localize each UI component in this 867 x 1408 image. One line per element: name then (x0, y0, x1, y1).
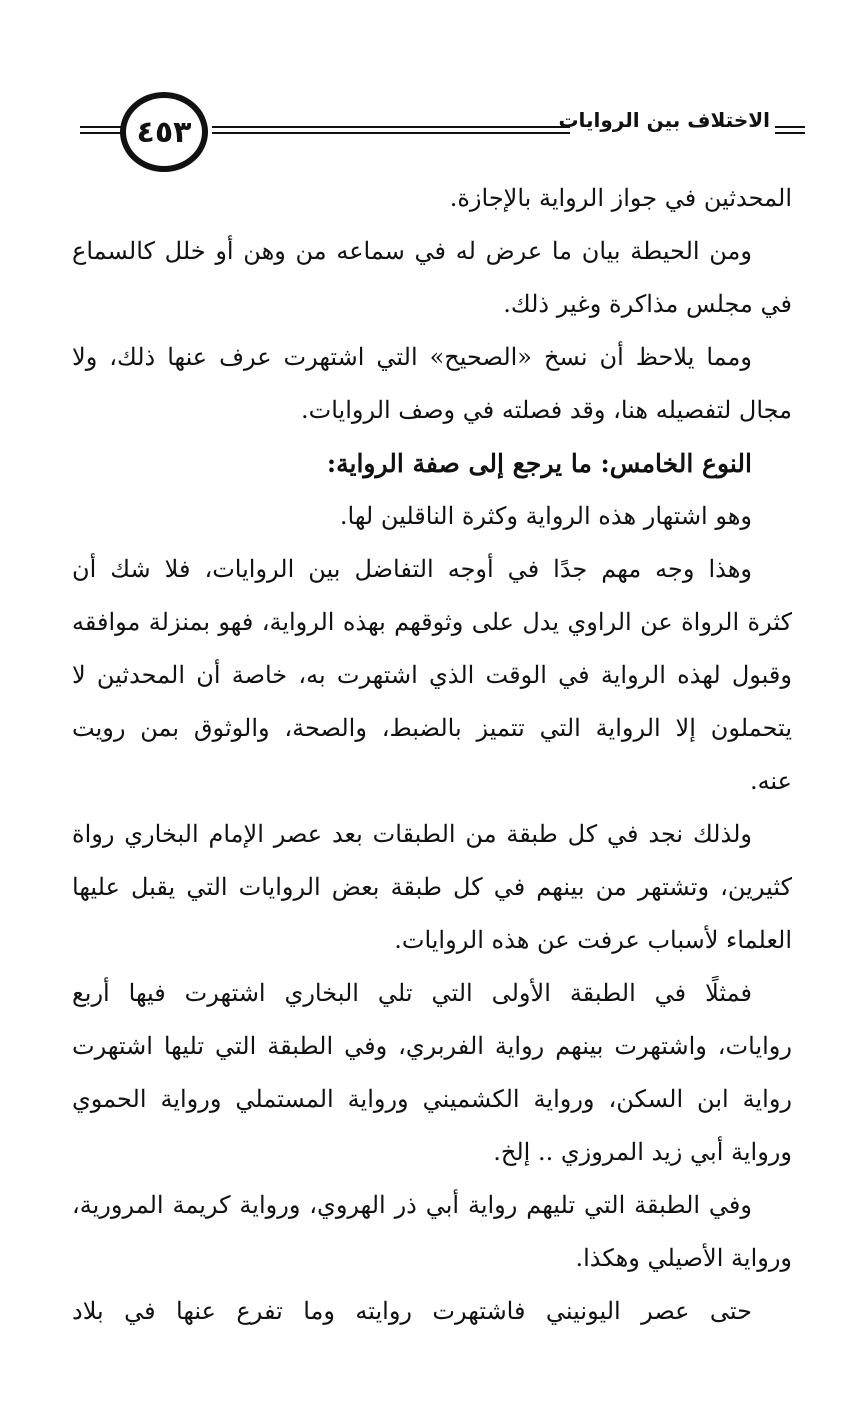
text-line: العلماء لأسباب عرفت عن هذه الروايات. (394, 926, 792, 954)
text-line: عنه. (749, 767, 792, 795)
text-line: يتحملون إلا الرواية التي تتميز بالضبط، والصحة، والوثوق بمن رويت (72, 714, 792, 742)
text-line: روايات، واشتهرت بينهم رواية الفربري، وفي الطبقة التي تليها اشتهرت (72, 1032, 792, 1060)
header-rule (80, 132, 124, 134)
text-line: ورواية الأصيلي وهكذا. (575, 1244, 792, 1272)
text-line: مجال لتفصيله هنا، وقد فصلته في وصف الروايات. (300, 396, 792, 424)
text-line: ومما يلاحظ أن نسخ «الصحيح» التي اشتهرت عرف عنها ذلك، ولا (72, 343, 752, 371)
header-rule (775, 126, 805, 128)
page-header (70, 80, 800, 180)
text-line: وهو اشتهار هذه الرواية وكثرة الناقلين لها. (339, 502, 752, 530)
text-line: كثيرين، وتشتهر من بينهم في كل طبقة بعض الروايات التي يقبل عليها (72, 873, 792, 901)
section-heading: النوع الخامس: ما يرجع إلى صفة الرواية: (326, 449, 752, 478)
page-number: ٤٥٣ (120, 92, 208, 172)
text-line: في مجلس مذاكرة وغير ذلك. (503, 290, 792, 318)
header-rule (212, 126, 570, 128)
text-line: وهذا وجه مهم جدًا في أوجه التفاضل بين الروايات، فلا شك أن (72, 555, 752, 583)
text-line: وفي الطبقة التي تليهم رواية أبي ذر الهروي، ورواية كريمة المرورية، (72, 1191, 752, 1219)
header-rule (80, 126, 124, 128)
text-line: رواية ابن السكن، ورواية الكشميني ورواية المستملي ورواية الحموي (72, 1085, 792, 1113)
header-rule (212, 132, 570, 134)
header-rule (775, 132, 805, 134)
text-line: المحدثين في جواز الرواية بالإجازة. (449, 184, 792, 212)
text-line: وقبول لهذه الرواية في الوقت الذي اشتهرت به، خاصة أن المحدثين لا (72, 661, 792, 689)
text-line: ولذلك نجد في كل طبقة من الطبقات بعد عصر الإمام البخاري رواة (72, 820, 752, 848)
text-line: حتى عصر اليونيني فاشتهرت روايته وما تفرع عنها في بلاد (72, 1297, 752, 1325)
running-title: الاختلاف بين الروايات (558, 108, 770, 132)
text-line: كثرة الرواة عن الراوي يدل على وثوقهم بهذه الرواية، فهو بمنزلة موافقه (72, 608, 792, 636)
text-line: ورواية أبي زيد المروزي .. إلخ. (493, 1138, 792, 1166)
body-text (72, 172, 792, 1338)
text-line: فمثلًا في الطبقة الأولى التي تلي البخاري اشتهرت فيها أربع (72, 979, 752, 1007)
text-line: ومن الحيطة بيان ما عرض له في سماعه من وهن أو خلل كالسماع (72, 237, 752, 265)
